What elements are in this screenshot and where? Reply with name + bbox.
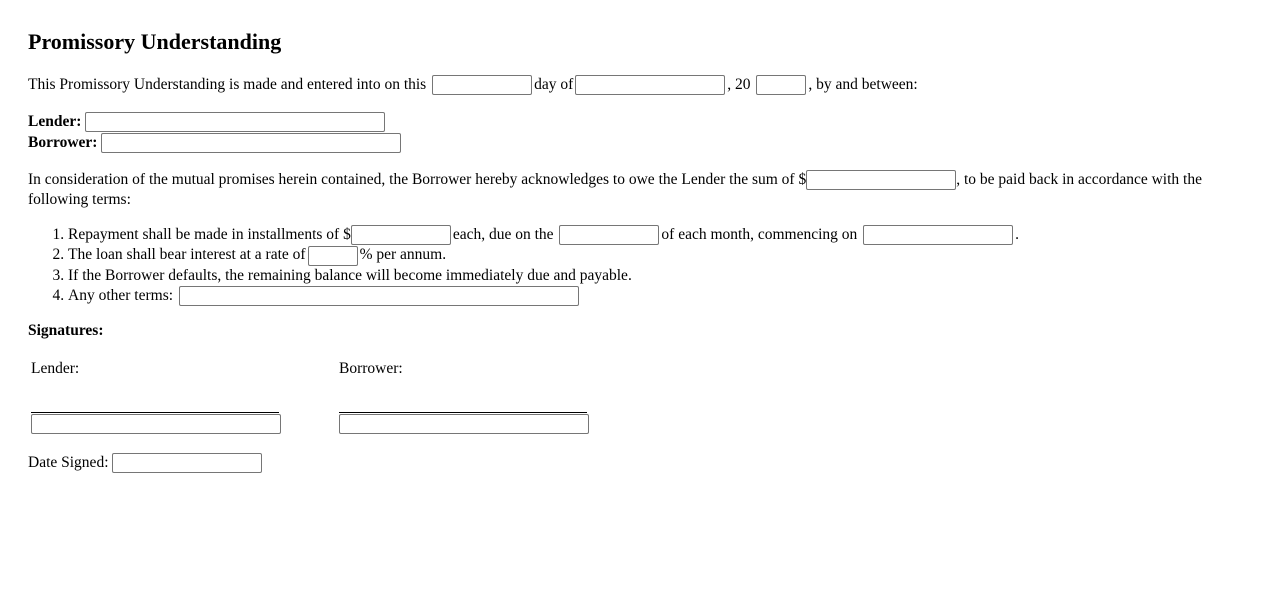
borrower-signature-block — [339, 360, 589, 434]
date-signed-input[interactable] — [112, 453, 262, 473]
lender-signature-block — [31, 360, 281, 434]
term-2-text-a: The loan shall bear interest at a rate of — [68, 246, 306, 264]
intro-text: This Promissory Understanding is made and entered into on this — [28, 76, 427, 93]
month-input[interactable] — [575, 75, 725, 95]
term-1-text-d: . — [1015, 226, 1020, 243]
term-4-text: Any other terms: — [68, 286, 174, 304]
other-terms-input[interactable] — [179, 286, 579, 306]
term-3: 3. If the Borrower defaults, the remaining balance will become immediately due and payable. — [68, 266, 1019, 286]
lender-line — [28, 112, 387, 132]
sum-input[interactable] — [806, 170, 956, 190]
year-input[interactable] — [756, 75, 806, 95]
installment-amount-input[interactable] — [351, 225, 451, 245]
date-signed-line — [28, 453, 264, 473]
term-1-text-b: each, due on the — [452, 226, 554, 243]
term-1-text-a: Repayment shall be made in installments of $ — [68, 226, 351, 243]
term-2-text-b: % per annum. — [359, 246, 447, 264]
day-input[interactable] — [432, 75, 532, 95]
intro-line — [28, 75, 918, 95]
date-signed-label: Date Signed: — [28, 454, 109, 471]
interest-rate-input[interactable] — [308, 246, 358, 266]
borrower-line — [28, 133, 403, 153]
lender-signature-line — [31, 412, 279, 413]
term-1-text-c: of each month, commencing on — [661, 226, 858, 243]
consideration-tail-text: , to be paid back in accordance with the following terms: — [28, 171, 1202, 209]
lender-signature-label: Lender: — [31, 360, 80, 377]
terms-list — [28, 225, 1019, 306]
borrower-signature-line — [339, 412, 587, 413]
borrower-signature-label: Borrower: — [339, 360, 403, 377]
term-2 — [68, 245, 1019, 265]
borrower-signature-input[interactable] — [339, 414, 589, 434]
lender-name-input[interactable] — [85, 112, 385, 132]
due-day-input[interactable] — [559, 225, 659, 245]
consideration-paragraph — [28, 170, 1243, 210]
borrower-name-input[interactable] — [101, 133, 401, 153]
document-title: Promissory Understanding — [28, 29, 282, 54]
term-1 — [68, 225, 1019, 245]
term-4 — [68, 286, 1019, 306]
day-of-text: day of — [534, 76, 574, 93]
consideration-text: In consideration of the mutual promises herein contained, the Borrower hereby acknowledges to owe the Lender the sum of $ — [28, 171, 807, 188]
signatures-heading: Signatures: — [28, 322, 104, 339]
borrower-label: Borrower: — [28, 134, 98, 151]
lender-signature-input[interactable] — [31, 414, 281, 434]
commencing-date-input[interactable] — [863, 225, 1013, 245]
year-prefix-text: , 20 — [727, 76, 751, 93]
lender-label: Lender: — [28, 113, 82, 130]
between-text: , by and between: — [808, 76, 918, 93]
